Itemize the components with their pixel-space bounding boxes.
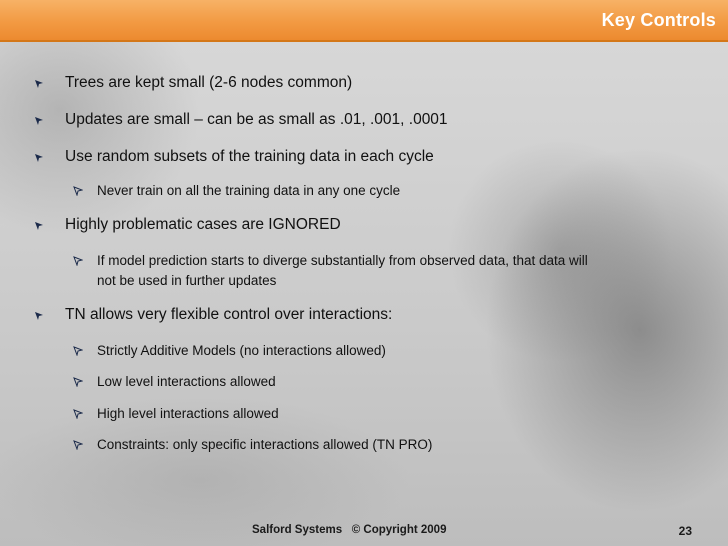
sub-bullet-text: Never train on all the training data in any one cycle [97, 183, 401, 198]
arrow-bullet-icon [34, 116, 44, 126]
bullet-text: Trees are kept small (2-6 nodes common) [65, 74, 353, 91]
sub-bullet-text: High level interactions allowed [97, 406, 279, 421]
sub-bullet-text: Strictly Additive Models (no interactions allowed) [97, 343, 386, 358]
footer-company: Salford Systems © Copyright 2009 [252, 524, 447, 536]
slide-title: Key Controls [601, 10, 716, 30]
sub-bullet-text-continued: not be used in further updates [97, 273, 277, 288]
sub-bullet-text: Low level interactions allowed [97, 374, 276, 389]
arrow-outline-bullet-icon [73, 409, 83, 419]
arrow-bullet-icon [34, 221, 44, 231]
arrow-bullet-icon [34, 79, 44, 89]
bullet-text: Highly problematic cases are IGNORED [65, 216, 341, 233]
arrow-outline-bullet-icon [73, 346, 83, 356]
arrow-bullet-icon [34, 153, 44, 163]
sub-bullet-text: If model prediction starts to diverge substantially from observed data, that data will [97, 253, 588, 268]
arrow-outline-bullet-icon [73, 440, 83, 450]
bullet-text: Use random subsets of the training data in each cycle [65, 148, 434, 165]
bullet-text: TN allows very flexible control over interactions: [65, 306, 393, 323]
footer-copyright: © Copyright 2009 [351, 524, 447, 536]
slide-footer [0, 524, 728, 544]
sub-bullet-text: Constraints: only specific interactions allowed (TN PRO) [97, 437, 433, 452]
arrow-bullet-icon [34, 311, 44, 321]
page-number: 23 [678, 524, 692, 538]
arrow-outline-bullet-icon [73, 256, 83, 266]
arrow-outline-bullet-icon [73, 377, 83, 387]
arrow-outline-bullet-icon [73, 186, 83, 196]
bullet-text: Updates are small – can be as small as .01, .001, .0001 [65, 111, 448, 128]
